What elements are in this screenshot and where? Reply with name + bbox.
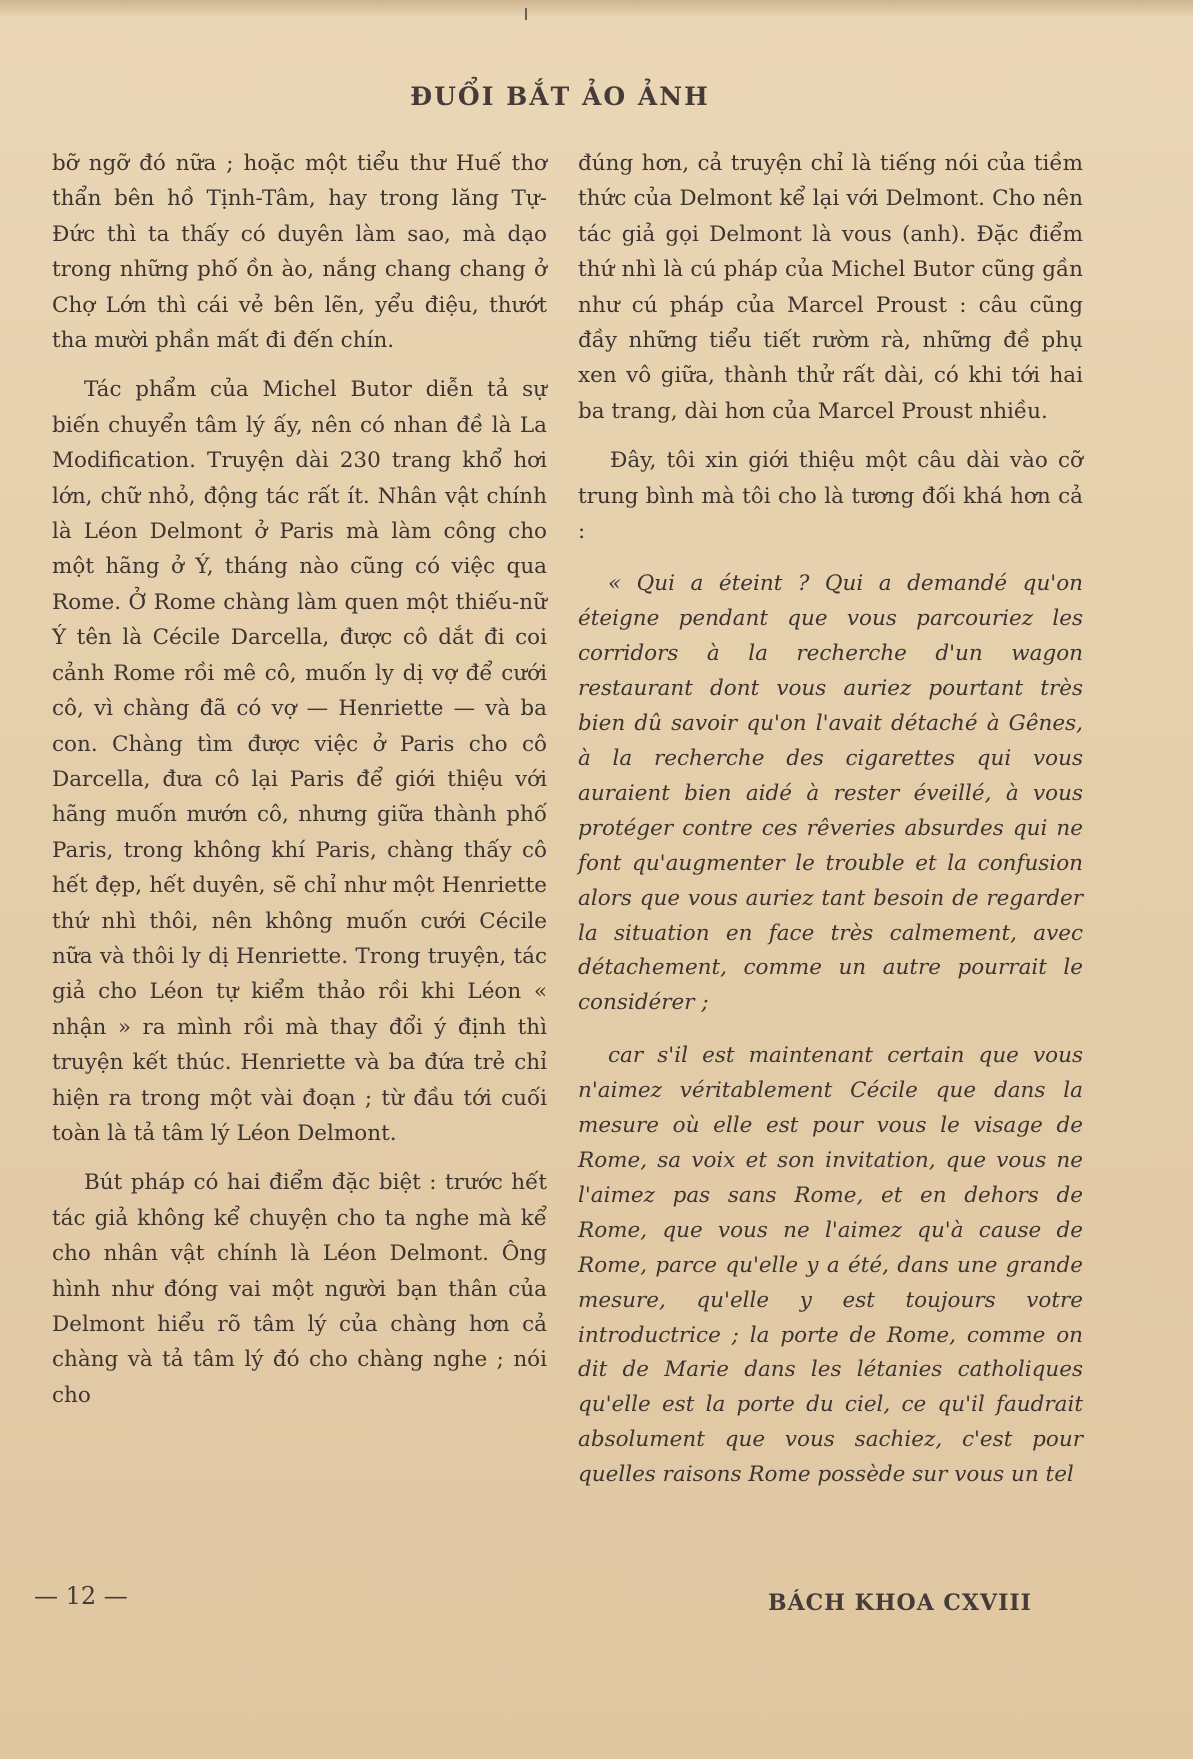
right-paragraph-1: đúng hơn, cả truyện chỉ là tiếng nói của tiềm thức của Delmont kể lại với Delmont. Cho nên tác giả gọi Delmont là vous (anh). Đặc điểm thứ nhì là cú pháp của Michel Butor cũng gần như cú pháp của Marcel Proust : câu cũng đầy những tiểu tiết rườm rà, những đề phụ xen vô giữa, thành thử rất dài, có khi tới hai ba trang, dài hơn của Marcel Proust nhiều. [578,151,1083,424]
left-paragraph-3: Bút pháp có hai điểm đặc biệt : trước hết tác giả không kể chuyện cho ta nghe mà kể cho nhân vật chính là Léon Delmont. Ông hình như đóng vai một người bạn thân của Delmont hiểu rõ tâm lý của chàng hơn cả chàng và tả tâm lý đó cho chàng nghe ; nói cho [52,1170,547,1408]
right-column [578,146,1083,1493]
french-quote-1: « Qui a éteint ? Qui a demandé qu'on éteigne pendant que vous parcouriez les corridors à la recherche d'un wagon restaurant dont vous auriez pourtant très bien dû savoir qu'on l'avait détaché à Gênes, à la recherche des cigarettes qui vous auraient bien aidé à rester éveillé, à vous protéger contre ces rêveries absurdes qui ne font qu'augmenter le trouble et la confusion alors que vous auriez tant besoin de regarder la situation en face très calmement, avec détachement, comme un autre pourrait le considérer ; [578,571,1083,1016]
french-quote-2: car s'il est maintenant certain que vous n'aimez véritablement Cécile que dans la mesure où elle est pour vous le visage de Rome, sa voix et son invitation, que vous ne l'aimez pas sans Rome, et en dehors de Rome, que vous ne l'aimez qu'à cause de Rome, parce qu'elle y a été, dans une grande mesure, qu'elle y est toujours votre introductrice ; la porte de Rome, comme on dit de Marie dans les létanies catholiques qu'elle est la porte du ciel, ce qu'il faudrait absolument que vous sachiez, c'est pour quelles raisons Rome possède sur vous un tel [578,1043,1083,1488]
left-paragraph-1: bỡ ngỡ đó nữa ; hoặc một tiểu thư Huế thơ thẩn bên hồ Tịnh-Tâm, hay trong lăng Tự-Đức thì ta thấy có duyên làm sao, mà dạo trong những phố ồn ào, nắng chang chang ở Chợ Lớn thì cái vẻ bên lẽn, yểu điệu, thướt tha mười phần mất đi đến chín. [52,151,547,354]
left-paragraph-2: Tác phẩm của Michel Butor diễn tả sự biến chuyển tâm lý ấy, nên có nhan đề là La Modification. Truyện dài 230 trang khổ hơi lớn, chữ nhỏ, động tác rất ít. Nhân vật chính là Léon Delmont ở Paris mà làm công cho một hãng ở Ý, tháng nào cũng có việc qua Rome. Ở Rome chàng làm quen một thiếu-nữ Ý tên là Cécile Darcella, được cô dắt đi coi cảnh Rome rồi mê cô, muốn ly dị vợ để cưới cô, vì chàng đã có vợ — Henriette — và ba con. Chàng tìm được việc ở Paris cho cô Darcella, đưa cô lại Paris để giới thiệu với hãng muốn mướn cô, nhưng giữa thành phố Paris, trong không khí Paris, chàng thấy cô hết đẹp, hết duyên, sẽ chỉ như một Henriette thứ nhì thôi, nên không muốn cưới Cécile nữa và thôi ly dị Henriette. Trong truyện, tác giả cho Léon tự kiểm thảo rồi khi Léon « nhận » ra mình rồi mà thay đổi ý định thì truyện kết thúc. Henriette và ba đứa trẻ chỉ hiện ra trong một vài đoạn ; từ đầu tới cuối toàn là tả tâm lý Léon Delmont. [52,377,547,1146]
publication-footer: BÁCH KHOA CXVIII [768,1590,1032,1616]
page-number: — 12 — [34,1582,128,1610]
right-paragraph-2: Đây, tôi xin giới thiệu một câu dài vào cỡ trung bình mà tôi cho là tương đối khá hơn cả : [578,448,1083,545]
crop-mark [525,8,527,20]
left-column [52,146,547,1413]
running-title: ĐUỔI BẮT ẢO ẢNH [410,82,710,111]
page-top-edge [0,0,1193,18]
